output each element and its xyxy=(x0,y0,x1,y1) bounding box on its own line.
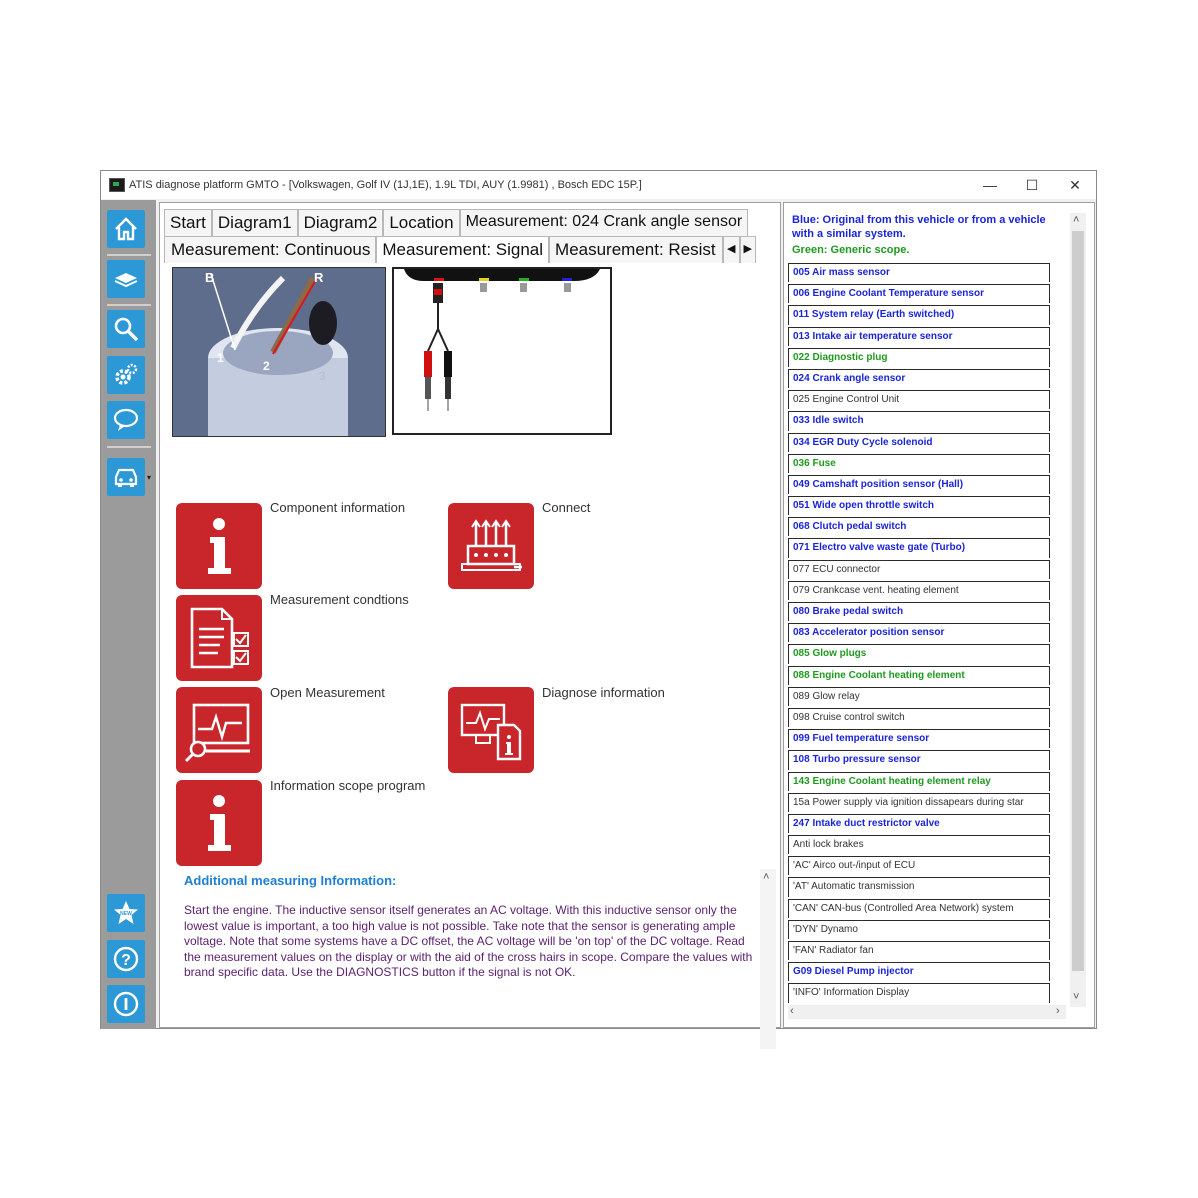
legend-green: Green: Generic scope. xyxy=(792,244,910,256)
connect-button[interactable] xyxy=(448,503,534,589)
component-list-item[interactable]: 006 Engine Coolant Temperature sensor xyxy=(788,284,1050,303)
component-list-item[interactable]: 'FAN' Radiator fan xyxy=(788,941,1050,960)
help-icon xyxy=(112,945,140,973)
list-horizontal-scrollbar[interactable] xyxy=(788,1005,1066,1019)
tab-measurement-resist[interactable]: Measurement: Resist xyxy=(549,236,723,263)
sidebar-divider xyxy=(107,304,151,306)
checklist-document-icon xyxy=(184,603,254,673)
component-list-item[interactable]: 083 Accelerator position sensor xyxy=(788,623,1050,642)
component-list-item[interactable]: 089 Glow relay xyxy=(788,687,1050,706)
help-button[interactable] xyxy=(107,940,145,978)
sensor-photo-image xyxy=(173,268,385,436)
app-icon xyxy=(109,178,125,192)
app-window xyxy=(100,170,1097,1029)
info-icon xyxy=(184,511,254,581)
main-panel xyxy=(159,202,781,1028)
scope-monitor-icon xyxy=(184,695,254,765)
measurement-conditions-button[interactable] xyxy=(176,595,262,681)
car-icon xyxy=(112,463,140,491)
connect-label: Connect xyxy=(542,500,591,515)
component-list-item[interactable]: 15a Power supply via ignition dissapears during star xyxy=(788,793,1050,812)
component-list-item[interactable]: 247 Intake duct restrictor valve xyxy=(788,814,1050,833)
component-list-item[interactable]: 077 ECU connector xyxy=(788,560,1050,579)
component-list-item[interactable]: 005 Air mass sensor xyxy=(788,263,1050,282)
additional-info-title: Additional measuring Information: xyxy=(184,873,397,888)
info-icon xyxy=(112,990,140,1018)
component-list-panel xyxy=(783,202,1095,1028)
component-list-item[interactable]: 011 System relay (Earth switched) xyxy=(788,305,1050,324)
home-button[interactable] xyxy=(107,210,145,248)
component-list-item[interactable]: 'CAN' CAN-bus (Controlled Area Network) system xyxy=(788,899,1050,918)
list-vertical-scrollbar[interactable] xyxy=(1070,213,1086,1007)
measurement-content xyxy=(164,263,778,1025)
component-list-item[interactable]: 036 Fuse xyxy=(788,454,1050,473)
search-button[interactable] xyxy=(107,310,145,348)
information-scope-button[interactable] xyxy=(176,780,262,866)
additional-info-text: Start the engine. The inductive sensor itself generates an AC voltage. With this inductive sensor only the lowest value is important, a too high value is not possible. Take note that the sensor is generating ample voltage. Note that some systems have a DC offset, the AC voltage will be 'on top' of the DC voltage. Read the measurement values on the display or with the aid of the cross hairs in scope. Compare the values with brand specific data. Use the DIAGNOSTICS button if the signal is not OK. xyxy=(184,903,753,979)
component-list-item[interactable]: 'INFO' Information Display xyxy=(788,983,1050,1002)
component-list-item[interactable]: 098 Cruise control switch xyxy=(788,708,1050,727)
scroll-down-icon[interactable]: ˅ xyxy=(1073,991,1080,1003)
component-list-item[interactable]: G09 Diesel Pump injector xyxy=(788,962,1050,981)
settings-icon xyxy=(112,361,140,389)
settings-button[interactable] xyxy=(107,356,145,394)
component-list-item[interactable]: 'AC' Airco out-/input of ECU xyxy=(788,856,1050,875)
svg-text:NEW: NEW xyxy=(120,911,132,917)
connector-icon xyxy=(456,511,526,581)
color-legend xyxy=(792,213,1062,257)
component-list-item[interactable]: 108 Turbo pressure sensor xyxy=(788,750,1050,769)
component-list-item[interactable]: 'AT' Automatic transmission xyxy=(788,877,1050,896)
component-list-item[interactable]: 024 Crank angle sensor xyxy=(788,369,1050,388)
photo-label-pin3: 3 xyxy=(319,369,326,383)
component-list-item[interactable]: 'DYN' Dynamo xyxy=(788,920,1050,939)
sidebar-divider xyxy=(107,446,151,448)
info-icon xyxy=(184,788,254,858)
diagnose-information-label: Diagnose information xyxy=(542,685,665,700)
title-bar xyxy=(101,171,1096,199)
sensor-photo xyxy=(172,267,386,437)
connection-diagram xyxy=(392,267,612,435)
component-list-item[interactable]: 085 Glow plugs xyxy=(788,644,1050,663)
open-measurement-label: Open Measurement xyxy=(270,685,385,700)
component-list-item[interactable]: 071 Electro valve waste gate (Turbo) xyxy=(788,538,1050,557)
component-list-item[interactable]: 080 Brake pedal switch xyxy=(788,602,1050,621)
home-icon xyxy=(112,215,140,243)
car-dropdown-icon[interactable]: ▾ xyxy=(147,473,152,482)
tab-prev-button[interactable]: ◀ xyxy=(723,236,739,265)
photo-label-pin1: 1 xyxy=(217,351,224,365)
tab-diagram2[interactable]: Diagram2 xyxy=(298,209,384,236)
probe-connection-icon xyxy=(394,269,610,433)
component-list-item[interactable]: 013 Intake air temperature sensor xyxy=(788,327,1050,346)
diagnose-information-button[interactable] xyxy=(448,687,534,773)
photo-label-r: R xyxy=(314,270,324,285)
component-list-item[interactable]: 034 EGR Duty Cycle solenoid xyxy=(788,433,1050,452)
tab-row-2 xyxy=(164,236,756,262)
component-list-item[interactable]: 088 Engine Coolant heating element xyxy=(788,666,1050,685)
scroll-thumb[interactable] xyxy=(1072,231,1084,971)
tab-next-button[interactable]: ▶ xyxy=(740,236,756,265)
car-button[interactable] xyxy=(107,458,145,496)
tab-diagram1[interactable]: Diagram1 xyxy=(212,209,298,236)
component-list-item[interactable]: 033 Idle switch xyxy=(788,411,1050,430)
diagnose-monitor-info-icon xyxy=(456,695,526,765)
photo-label-pin2: 2 xyxy=(263,359,270,373)
component-list-item[interactable]: 025 Engine Control Unit xyxy=(788,390,1050,409)
photo-label-b: B xyxy=(205,270,215,285)
info-scrollbar[interactable] xyxy=(760,869,776,1049)
tab-measurement-crank[interactable]: Measurement: 024 Crank angle sensor xyxy=(460,209,749,236)
component-list-item[interactable]: 079 Crankcase vent. heating element xyxy=(788,581,1050,600)
tab-measurement-continuous[interactable]: Measurement: Continuous xyxy=(164,236,376,263)
scroll-left-icon[interactable]: ‹ xyxy=(790,1005,794,1017)
vehicle-data-button[interactable] xyxy=(107,260,145,298)
tab-row-1 xyxy=(164,209,748,235)
window-title: ATIS diagnose platform GMTO - [Volkswagen, Golf IV (1J,1E), 1.9L TDI, AUY (1.9981) , Bosch EDC 15P.] xyxy=(129,179,642,191)
new-star-icon xyxy=(112,899,140,927)
measurement-conditions-label: Measurement condtions xyxy=(270,592,409,607)
about-button[interactable] xyxy=(107,985,145,1023)
component-information-button[interactable] xyxy=(176,503,262,589)
component-list-item[interactable]: 068 Clutch pedal switch xyxy=(788,517,1050,536)
svg-text:?: ? xyxy=(121,952,131,969)
tab-measurement-signal[interactable]: Measurement: Signal xyxy=(376,236,549,263)
open-measurement-button[interactable] xyxy=(176,687,262,773)
maximize-button[interactable]: ☐ xyxy=(1025,177,1039,193)
sidebar xyxy=(101,200,156,1029)
component-information-label: Component information xyxy=(270,500,406,515)
chat-icon xyxy=(112,406,140,434)
minimize-button[interactable]: — xyxy=(983,177,997,193)
component-list-item[interactable]: 022 Diagnostic plug xyxy=(788,348,1050,367)
tab-location[interactable]: Location xyxy=(383,209,459,236)
tab-start[interactable]: Start xyxy=(164,209,212,236)
close-button[interactable]: ✕ xyxy=(1069,177,1081,193)
component-list-item[interactable]: 049 Camshaft position sensor (Hall) xyxy=(788,475,1050,494)
information-scope-label: Information scope program xyxy=(270,778,426,793)
legend-blue: Blue: Original from this vehicle or from a vehicle with a similar system. xyxy=(792,214,1046,240)
chat-button[interactable] xyxy=(107,401,145,439)
component-list xyxy=(788,263,1050,1005)
search-icon xyxy=(112,315,140,343)
scroll-up-icon[interactable]: ˄ xyxy=(763,871,770,883)
vehicle-data-icon xyxy=(112,265,140,293)
component-list-item[interactable]: 143 Engine Coolant heating element relay xyxy=(788,772,1050,791)
new-button[interactable] xyxy=(107,894,145,932)
component-list-item[interactable]: 051 Wide open throttle switch xyxy=(788,496,1050,515)
component-list-item[interactable]: 099 Fuel temperature sensor xyxy=(788,729,1050,748)
scroll-right-icon[interactable]: › xyxy=(1056,1005,1060,1017)
scroll-up-icon[interactable]: ˄ xyxy=(1073,214,1080,226)
component-list-item[interactable]: Anti lock brakes xyxy=(788,835,1050,854)
sidebar-divider xyxy=(107,254,151,256)
